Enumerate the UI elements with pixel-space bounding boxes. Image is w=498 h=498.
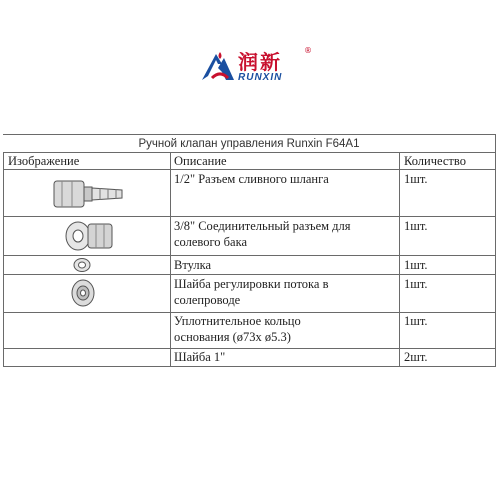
quantity-value: 1шт. (404, 314, 428, 328)
table-rule (3, 169, 496, 170)
table-rule (3, 274, 496, 275)
table-rule (3, 348, 496, 349)
table-rule-vertical (170, 152, 171, 366)
brand-logo (200, 46, 310, 90)
description-line: Уплотнительное кольцо (174, 314, 301, 328)
table-rule (3, 255, 496, 256)
description-line: солевого бака (174, 235, 248, 249)
quantity-value: 1шт. (404, 277, 428, 291)
brine-tank-connector-icon (58, 218, 118, 254)
table-title: Ручной клапан управления Runxin F64A1 (138, 138, 360, 150)
table-rule (3, 216, 496, 217)
runxin-logo-icon (200, 48, 236, 84)
brand-name-en: RUNXIN (238, 72, 283, 83)
description-line: солепроводе (174, 293, 241, 307)
quantity-value: 1шт. (404, 219, 428, 233)
table-rule (3, 312, 496, 313)
drain-hose-connector-icon (52, 171, 124, 215)
table-rule-vertical (495, 134, 496, 366)
quantity-value: 1шт. (404, 172, 428, 186)
header-image: Изображение (8, 154, 80, 168)
description-line: Втулка (174, 258, 212, 272)
header-quantity: Количество (404, 154, 466, 168)
quantity-value: 2шт. (404, 350, 428, 364)
table-border-bottom (3, 366, 496, 367)
registered-mark: ® (304, 46, 312, 55)
description-line: Шайба регулировки потока в (174, 277, 329, 291)
brand-name-cn: 润新 (238, 50, 282, 74)
flow-control-washer-icon (70, 278, 96, 308)
table-border-top (3, 134, 496, 135)
header-description: Описание (174, 154, 227, 168)
description-line: 1/2" Разъем сливного шланга (174, 172, 329, 186)
description-line: 3/8" Соединительный разъем для (174, 219, 351, 233)
description-line: Шайба 1" (174, 350, 226, 364)
quantity-value: 1шт. (404, 258, 428, 272)
table-rule-vertical (3, 152, 4, 366)
table-rule-vertical (399, 152, 400, 366)
bushing-icon (72, 257, 92, 273)
description-line: основания (ø73х ø5.3) (174, 330, 291, 344)
table-rule (3, 152, 496, 153)
